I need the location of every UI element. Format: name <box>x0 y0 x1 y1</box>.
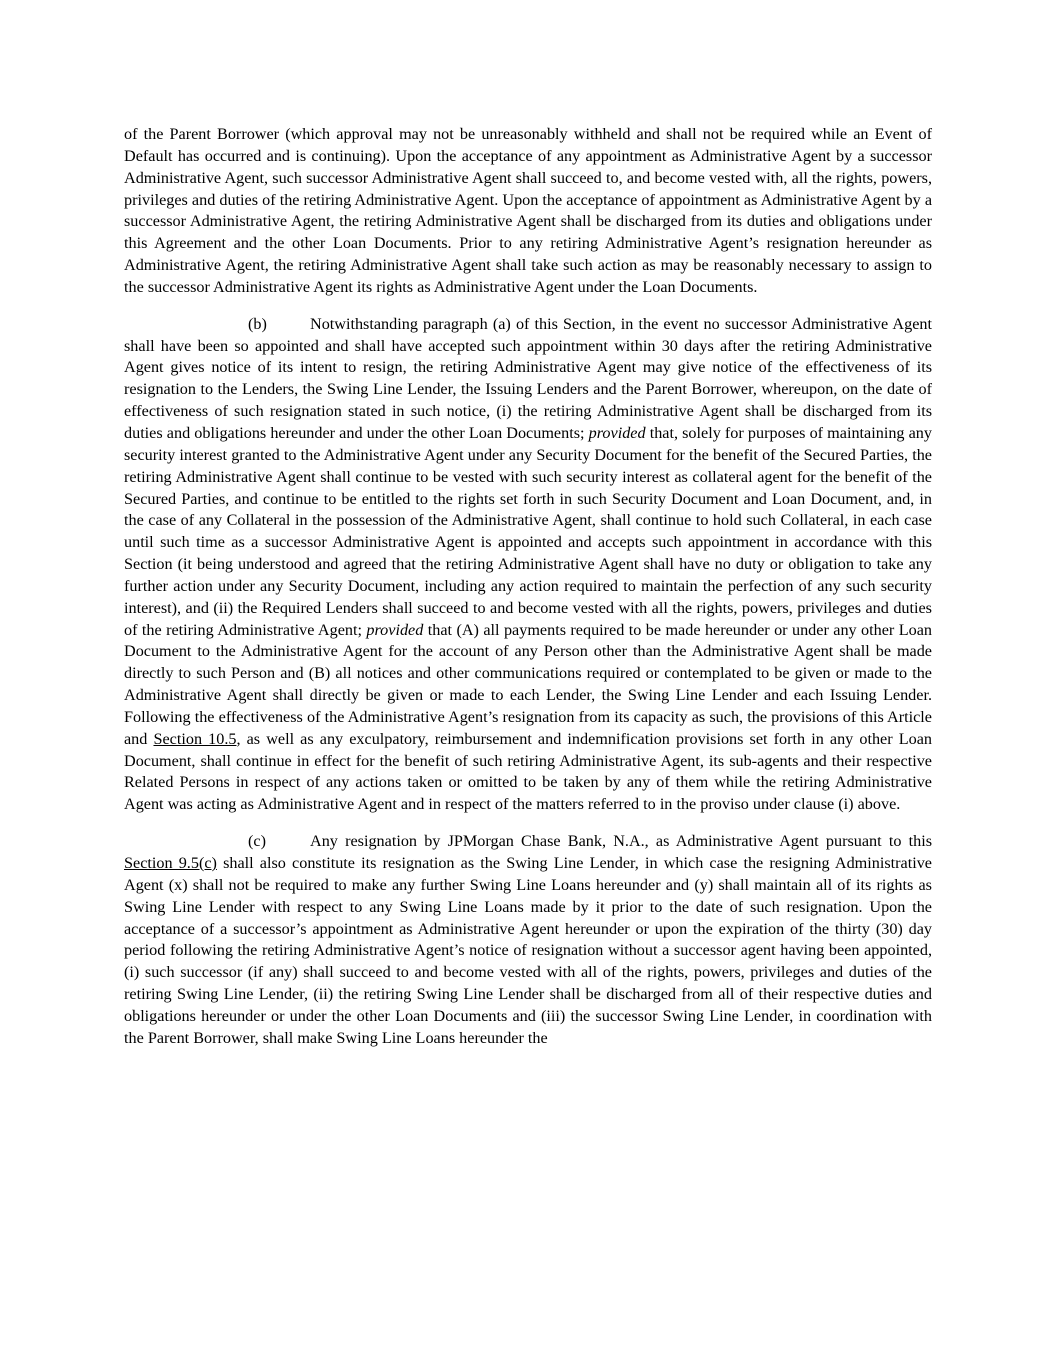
proviso-emphasis: provided <box>588 423 646 442</box>
paragraph-b <box>124 314 932 816</box>
section-reference-link: Section 10.5 <box>153 729 237 748</box>
document-body <box>124 124 932 1065</box>
paragraph-c-text-2: shall also constitute its resignation as the Swing Line Lender, in which case the resigning Administrative Agent (x) shall not be required to make any further Swing Line Loans hereunder and (y) shall maintain all of its rights as Swing Line Lender with respect to any Swing Line Loans made by it prior to the date of such resignation. Upon the acceptance of a successor’s appointment as Administrative Agent hereunder or upon the expiration of the thirty (30) day period following the retiring Administrative Agent’s notice of resignation without a successor agent having been appointed, (i) such successor (if any) shall succeed to and become vested with all of the rights, powers, privileges and duties of the retiring Swing Line Lender, (ii) the retiring Swing Line Lender shall be discharged from all of their respective duties and obligations hereunder or under the other Loan Documents and (iii) the successor Swing Line Lender, in coordination with the Parent Borrower, shall make Swing Line Loans hereunder the <box>124 854 932 1047</box>
section-reference-link: Section 9.5(c) <box>124 854 217 872</box>
paragraph-b-text-3: that (A) all payments required to be made hereunder or under any other Loan Document to the Administrative Agent for the account of any Person other than the Administrative Agent shall be made directly to such Person and (B) all notices and other communications required or contemplated to be given or made to the Administrative Agent shall directly be given or made to each Lender, the Swing Line Lender and each Issuing Lender. Following the effectiveness of the Administrative Agent’s resignation from its capacity as such, the provisions of this Article and <box>124 620 932 748</box>
paragraph-b-text-1: Notwithstanding paragraph (a) of this Section, in the event no successor Administrative Agent shall have been so appointed and shall have accepted such appointment within 30 days after the retiring Administrative Agent gives notice of its intent to resign, the retiring Administrative Agent may give notice of the effectiveness of its resignation to the Lenders, the Swing Line Lender, the Issuing Lenders and the Parent Borrower, whereupon, on the date of effectiveness of such resignation stated in such notice, (i) the retiring Administrative Agent shall be discharged from its duties and obligations hereunder and under the other Loan Documents; <box>124 314 932 442</box>
paragraph-b-text-4: , as well as any exculpatory, reimbursement and indemnification provisions set forth in any other Loan Document, shall continue in effect for the benefit of such retiring Administrative Agent, its sub-agents and their respective Related Persons in respect of any actions taken or omitted to be taken by any of them while the retiring Administrative Agent was acting as Administrative Agent and in respect of the matters referred to in the proviso under clause (i) above. <box>124 729 932 814</box>
paragraph-a-continuation: of the Parent Borrower (which approval may not be unreasonably withheld and shall not be required while an Event of Default has occurred and is continuing). Upon the acceptance of any appointment as Administrative Agent by a successor Administrative Agent, such successor Administrative Agent shall succeed to, and become vested with, all the rights, powers, privileges and duties of the retiring Administrative Agent. Upon the acceptance of appointment as Administrative Agent by a successor Administrative Agent, the retiring Administrative Agent shall be discharged from its duties and obligations under this Agreement and the other Loan Documents. Prior to any retiring Administrative Agent’s resignation hereunder as Administrative Agent, the retiring Administrative Agent shall take such action as may be reasonably necessary to assign to the successor Administrative Agent its rights as Administrative Agent under the Loan Documents. <box>124 125 932 296</box>
paragraph-b-label: (b) <box>248 314 267 333</box>
proviso-emphasis: provided <box>366 620 424 639</box>
paragraph-c-text-1: Any resignation by JPMorgan Chase Bank, N.A., as Administrative Agent pursuant to this <box>310 832 932 851</box>
paragraph-b-text-2: that, solely for purposes of maintaining any security interest granted to the Administrative Agent under any Security Document for the benefit of the Secured Parties, the retiring Administrative Agent shall continue to be vested with such security interest as collateral agent for the benefit of the Secured Parties, and continue to be entitled to the rights set forth in such Security Document and Loan Document, and, in the case of any Collateral in the possession of the Administrative Agent, shall continue to hold such Collateral, in each case until such time as a successor Administrative Agent is appointed and accepts such appointment in accordance with this Section (it being understood and agreed that the retiring Administrative Agent shall have no duty or obligation to take any further action under any Security Document, including any action required to maintain the perfection of any such security interest), and (ii) the Required Lenders shall succeed to and become vested with all the rights, powers, privileges and duties of the retiring Administrative Agent; <box>124 423 932 639</box>
paragraph-c <box>124 831 932 1049</box>
paragraph-c-label: (c) <box>248 832 266 851</box>
